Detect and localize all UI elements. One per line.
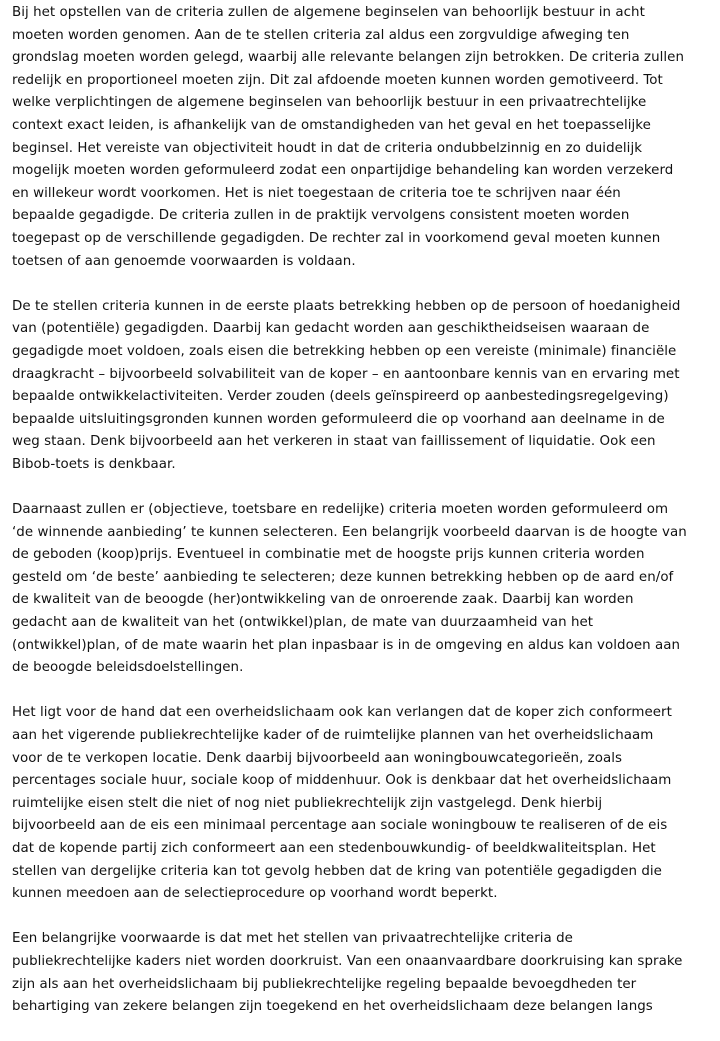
text-line: bijvoorbeeld aan de eis een minimaal percentage aan sociale woningbouw te realiseren of de eis [12, 818, 668, 834]
document-page [12, 0, 712, 1041]
text-line: kunnen meedoen aan de selectieprocedure op voorhand wordt beperkt. [12, 886, 498, 902]
text-line: gegadigde moet voldoen, zoals eisen die betrekking hebben op een vereiste (minimale) financiële [12, 343, 677, 359]
paragraph-1 [12, 2, 712, 273]
text-line: context exact leiden, is afhankelijk van de omstandigheden van het geval en het toepasselijke [12, 117, 651, 133]
text-line: behartiging van zekere belangen zijn toegekend en het overheidslichaam deze belangen langs [12, 999, 653, 1015]
text-line: publiekrechtelijke kaders niet worden doorkruist. Van een onaanvaardbare doorkruising kan sprake [12, 953, 683, 969]
text-line: ruimtelijke eisen stelt die niet of nog niet publiekrechtelijk zijn vastgelegd. Denk hierbij [12, 795, 603, 811]
text-line: dat de kopende partij zich conformeert aan een stedenbouwkundig- of beeldkwaliteitsplan. Het [12, 840, 656, 856]
paragraph-2 [12, 296, 712, 477]
text-line: draagkracht – bijvoorbeeld solvabiliteit van de koper – en aantoonbare kennis van en ervaring met [12, 366, 680, 382]
text-line: zijn als aan het overheidslichaam bij publiekrechtelijke regeling bepaalde bevoegdheden ter [12, 976, 637, 992]
paragraph-5 [12, 928, 712, 1018]
text-line: mogelijk moeten worden geformuleerd zodat een onpartijdige behandeling kan worden verzekerd [12, 163, 674, 179]
text-line: Het ligt voor de hand dat een overheidslichaam ook kan verlangen dat de koper zich conformeert [12, 705, 672, 721]
text-line: Een belangrijke voorwaarde is dat met het stellen van privaatrechtelijke criteria de [12, 931, 573, 947]
text-line: en willekeur wordt voorkomen. Het is niet toegestaan de criteria toe te schrijven naar één [12, 185, 621, 201]
text-line: moeten worden genomen. Aan de te stellen criteria zal aldus een zorgvuldige afweging ten [12, 27, 630, 43]
text-line: aan het vigerende publiekrechtelijke kader of de ruimtelijke plannen van het overheidslichaam [12, 728, 654, 743]
text-line: toetsen of aan genoemde voorwaarden is voldaan. [12, 253, 356, 269]
text-line: de beoogde beleidsdoelstellingen. [12, 660, 244, 676]
text-line: welke verplichtingen de algemene beginselen van behoorlijk bestuur in een privaatrechtelijke [12, 95, 647, 111]
text-line: van (potentiële) gegadigden. Daarbij kan gedacht worden aan geschiktheidseisen waaraan de [12, 321, 650, 337]
text-line: (ontwikkel)plan, of de mate waarin het plan inpasbaar is in de omgeving en aldus kan voldoen aan [12, 637, 680, 653]
text-line: Bij het opstellen van de criteria zullen de algemene beginselen van behoorlijk bestuur in acht [12, 5, 645, 20]
paragraph-3 [12, 499, 712, 680]
text-line: De te stellen criteria kunnen in de eerste plaats betrekking hebben op de persoon of hoedanigheid [12, 298, 681, 314]
text-line: bepaalde ontwikkelactiviteiten. Verder zouden (deels geïnspireerd op aanbestedingsregelgeving) [12, 389, 669, 405]
text-line: ‘de winnende aanbieding’ te kunnen selecteren. Een belangrijk voorbeeld daarvan is de hoogte van [12, 524, 687, 540]
text-line: redelijk en proportioneel moeten zijn. Dit zal afdoende moeten kunnen worden gemotiveerd. Tot [12, 72, 663, 88]
text-line: de kwaliteit van de beoogde (her)ontwikkeling van de onroerende zaak. Daarbij kan worden [12, 592, 634, 608]
text-line: bepaalde uitsluitingsgronden kunnen worden geformuleerd die op voorhand aan deelname in de [12, 411, 665, 427]
text-line: gesteld om ‘de beste’ aanbieding te selecteren; deze kunnen betrekking hebben op de aard en/of [12, 569, 674, 585]
text-line: voor de te verkopen locatie. Denk daarbij bijvoorbeeld aan woningbouwcategorieën, zoals [12, 750, 623, 766]
text-line: Bibob-toets is denkbaar. [12, 456, 176, 472]
text-line: gedacht aan de kwaliteit van het (ontwikkel)plan, de mate van duurzaamheid van het [12, 615, 594, 631]
text-line: toegepast op de verschillende gegadigden. De rechter zal in voorkomend geval moeten kunnen [12, 230, 661, 246]
text-line: Daarnaast zullen er (objectieve, toetsbare en redelijke) criteria moeten worden geformuleerd om [12, 502, 669, 518]
text-line: bepaalde gegadigde. De criteria zullen in de praktijk vervolgens consistent moeten worden [12, 208, 630, 224]
text-line: percentages sociale huur, sociale koop of middenhuur. Ook is denkbaar dat het overheidslichaam [12, 773, 672, 789]
text-line: beginsel. Het vereiste van objectiviteit houdt in dat de criteria ondubbelzinnig en zo duidelijk [12, 140, 643, 156]
text-line: grondslag moeten worden gelegd, waarbij alle relevante belangen zijn betrokken. De criteria zullen [12, 50, 684, 66]
text-line: de geboden (koop)prijs. Eventueel in combinatie met de hoogste prijs kunnen criteria worden [12, 547, 645, 563]
text-line: weg staan. Denk bijvoorbeeld aan het verkeren in staat van faillissement of liquidatie. Ook een [12, 434, 656, 450]
text-line: stellen van dergelijke criteria kan tot gevolg hebben dat de kring van potentiële gegadigden die [12, 863, 662, 879]
paragraph-4 [12, 702, 712, 905]
